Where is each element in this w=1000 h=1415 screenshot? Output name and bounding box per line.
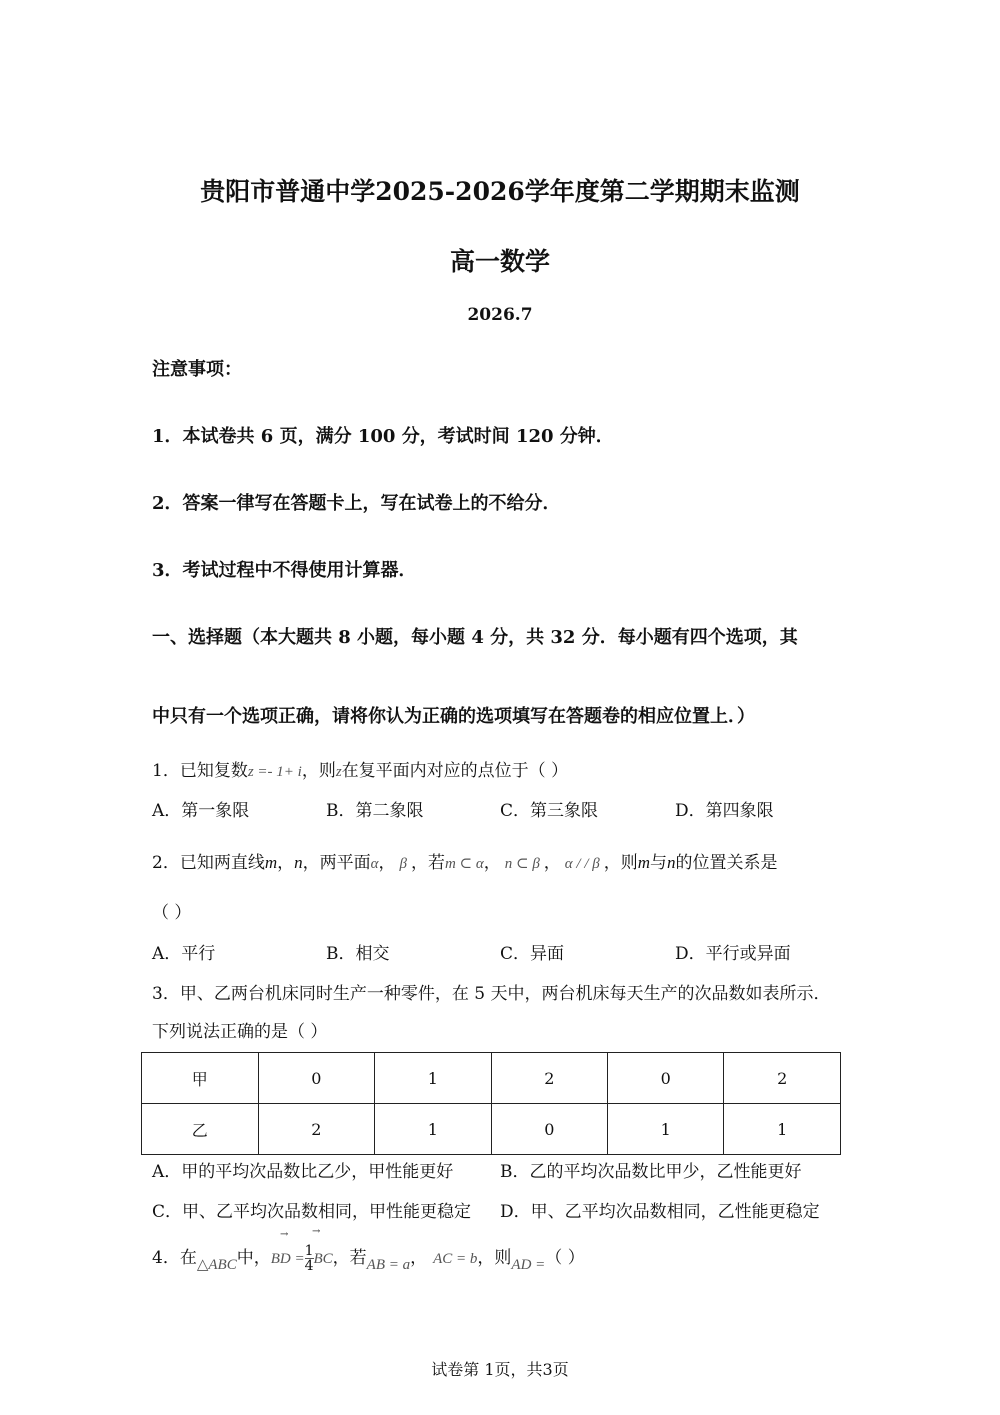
defect-table xyxy=(141,1052,841,1155)
section1-heading-line1: 一、选择题（本大题共 8 小题，每小题 4 分，共 32 分．每小题有四个选项，其 xyxy=(152,627,798,648)
q4-text-1: 4．在 xyxy=(152,1248,197,1268)
exam-date: 2026.7 xyxy=(467,305,533,325)
q2-option-a: A．平行 xyxy=(152,944,216,964)
q1-variable-z: z xyxy=(335,764,342,780)
section1-heading-line2: 中只有一个选项正确，请将你认为正确的选项填写在答题卷的相应位置上．） xyxy=(152,706,755,727)
q4-comma: ， xyxy=(410,1248,428,1268)
q2-text-5: 与 xyxy=(650,853,668,873)
q4-text-4: ，则 xyxy=(477,1248,512,1268)
q1-option-c: C．第三象限 xyxy=(500,801,599,821)
q4-vector-ad: AD = xyxy=(511,1257,546,1273)
q1-option-d: D．第四象限 xyxy=(675,801,774,821)
q2-text-3: ，若 xyxy=(410,853,445,873)
q3-option-d: D．甲、乙平均次品数相同，乙性能更稳定 xyxy=(500,1202,820,1222)
q2-plane-alpha: α xyxy=(370,856,379,872)
table-cell: 乙 xyxy=(142,1104,259,1155)
notice-item-2: 2．答案一律写在答题卡上，写在试卷上的不给分． xyxy=(152,493,561,514)
question-4 xyxy=(152,1236,585,1281)
q3-text-line-1: 3．甲、乙两台机床同时生产一种零件，在 5 天中，两台机床每天生产的次品数如表所示． xyxy=(152,984,831,1004)
table-cell: 0 xyxy=(258,1053,374,1104)
q2-comma-2: ， xyxy=(378,853,396,873)
q2-line-m: m xyxy=(264,853,278,872)
q2-text-2: ，两平面 xyxy=(302,853,371,873)
q2-comma-4: ， xyxy=(543,853,561,873)
q4-fraction xyxy=(305,1244,314,1273)
table-cell: 1 xyxy=(724,1104,841,1155)
table-cell: 1 xyxy=(375,1053,491,1104)
table-row xyxy=(142,1053,841,1104)
q4-text-3: ，若 xyxy=(332,1248,367,1268)
q1-complex-number: z =- 1+ i xyxy=(247,764,302,780)
q4-vector-bd: BD = xyxy=(270,1251,305,1267)
notice-item-3: 3．考试过程中不得使用计算器． xyxy=(152,560,417,581)
q1-mid: ，则 xyxy=(301,761,336,781)
notice-item-1: 1．本试卷共 6 页，满分 100 分，考试时间 120 分钟． xyxy=(152,426,614,447)
q2-text-6: 的位置关系是 xyxy=(675,853,778,873)
q2-plane-beta: β xyxy=(399,856,407,872)
exam-title: 贵阳市普通中学2025-2026学年度第二学期期末监测 xyxy=(200,177,800,206)
notice-heading: 注意事项： xyxy=(152,359,242,380)
q2-option-b: B．相交 xyxy=(326,944,390,964)
table-cell: 2 xyxy=(258,1104,374,1155)
q1-prefix: 1．已知复数 xyxy=(152,761,248,781)
q4-vector-ac: AC = b xyxy=(433,1251,478,1267)
q4-fraction-denominator: 4 xyxy=(304,1258,314,1274)
table-row xyxy=(142,1104,841,1155)
table-cell: 0 xyxy=(491,1104,607,1155)
q2-line-m-2: m xyxy=(637,853,651,872)
q4-text-2: 中， xyxy=(236,1248,271,1268)
q2-comma-3: ， xyxy=(483,853,501,873)
q2-option-c: C．异面 xyxy=(500,944,565,964)
q4-fraction-numerator: 1 xyxy=(304,1243,314,1259)
table-cell: 甲 xyxy=(142,1053,259,1104)
q2-condition-2: n ⊂ β xyxy=(504,856,540,872)
q2-comma-1: ， xyxy=(277,853,295,873)
exam-subject: 高一数学 xyxy=(449,247,550,276)
q4-triangle: △ABC xyxy=(196,1257,237,1273)
q1-option-a: A．第一象限 xyxy=(152,801,250,821)
vector-arrow-mark: → xyxy=(280,1229,289,1240)
q2-line-n-2: n xyxy=(667,853,676,872)
table-cell: 1 xyxy=(608,1104,724,1155)
q2-text-1: 2．已知两直线 xyxy=(152,853,265,873)
q4-answer-paren: （ ） xyxy=(545,1248,585,1268)
q2-condition-3: α / / β xyxy=(564,856,600,872)
q3-option-b: B．乙的平均次品数比甲少，乙性能更好 xyxy=(500,1162,802,1182)
q2-answer-paren: （ ） xyxy=(152,903,192,923)
q3-text-line-2: 下列说法正确的是（ ） xyxy=(152,1022,328,1042)
question-2 xyxy=(152,848,778,873)
page-footer: 试卷第 1页，共3页 xyxy=(431,1360,569,1379)
q2-text-4: ，则 xyxy=(603,853,638,873)
q2-line-n: n xyxy=(294,853,303,872)
q1-option-b: B．第二象限 xyxy=(326,801,424,821)
table-cell: 0 xyxy=(608,1053,724,1104)
table-cell: 2 xyxy=(724,1053,841,1104)
q2-option-d: D．平行或异面 xyxy=(675,944,791,964)
q3-option-c: C．甲、乙平均次品数相同，甲性能更稳定 xyxy=(152,1202,472,1222)
q1-suffix: 在复平面内对应的点位于（ ） xyxy=(341,761,569,781)
q3-option-a: A．甲的平均次品数比乙少，甲性能更好 xyxy=(152,1162,454,1182)
table-cell: 2 xyxy=(491,1053,607,1104)
vector-arrow-mark: → xyxy=(312,1226,321,1237)
q2-condition-1: m ⊂ α xyxy=(444,856,484,872)
table-cell: 1 xyxy=(375,1104,491,1155)
question-1 xyxy=(152,756,568,781)
q4-vector-bc: BC xyxy=(313,1251,333,1267)
q4-vector-ab: AB = a xyxy=(366,1257,411,1273)
